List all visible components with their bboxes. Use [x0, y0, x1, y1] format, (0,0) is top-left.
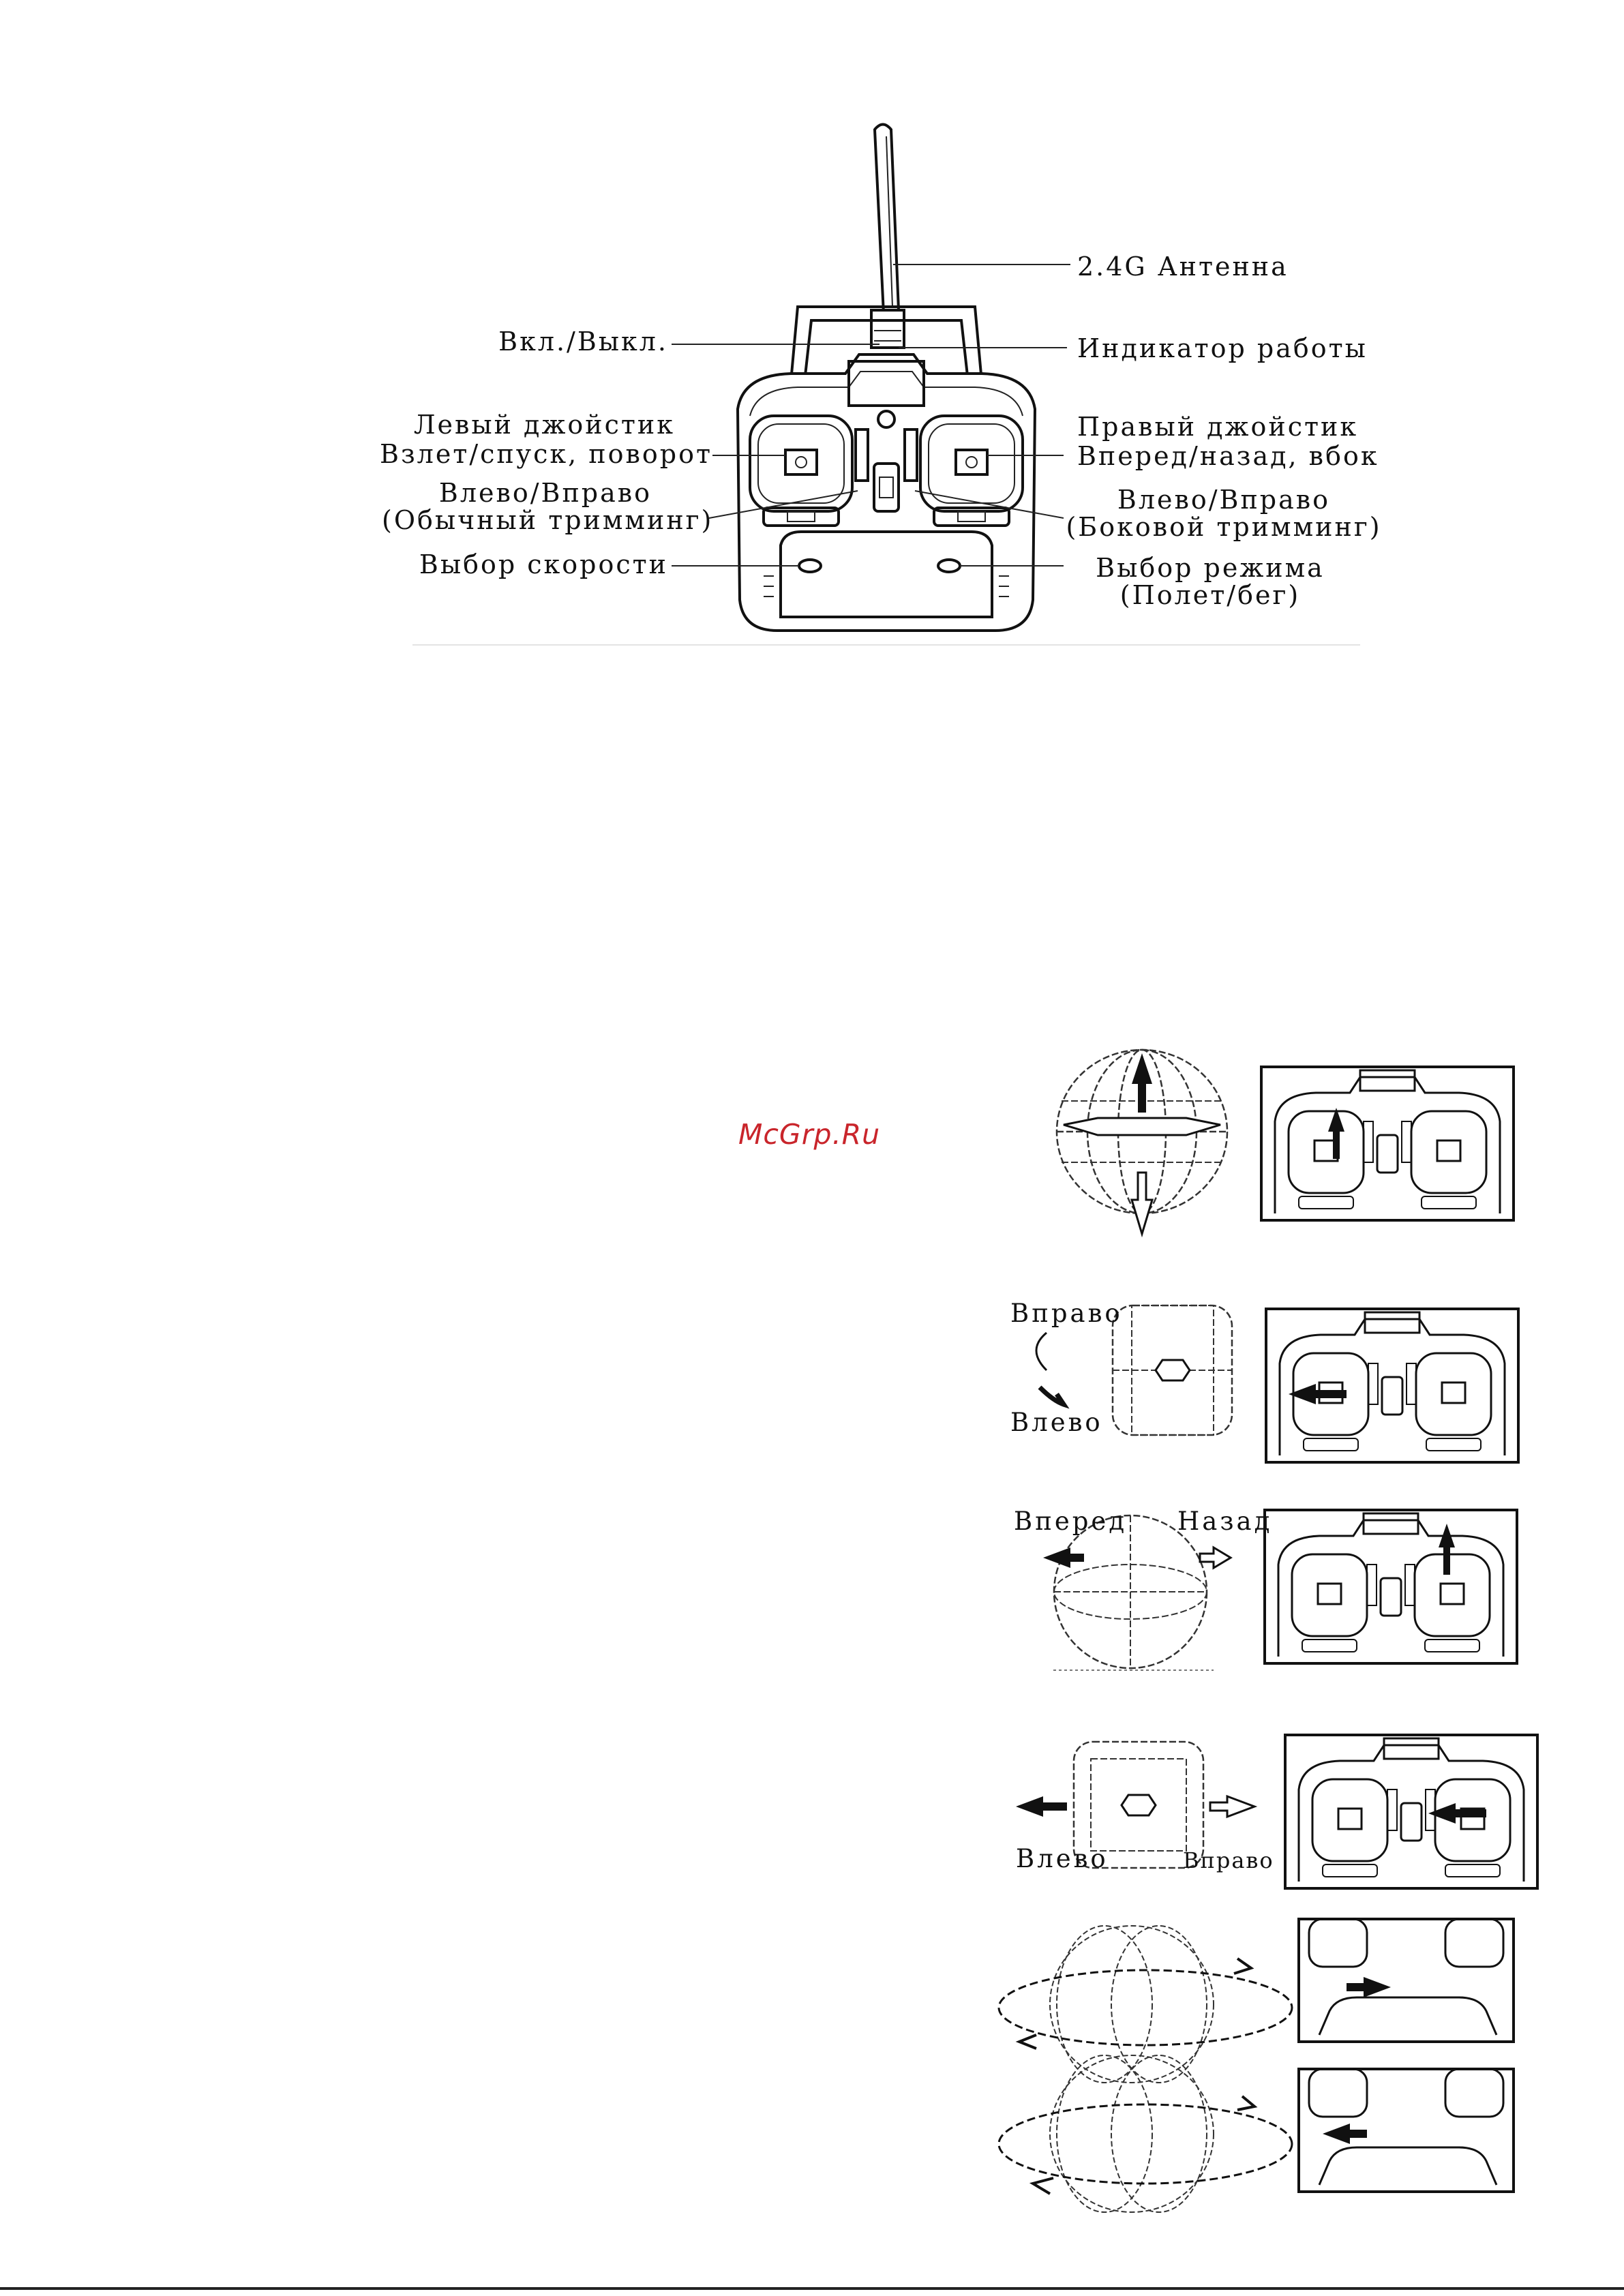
left-stick-title: Левый джойстик [413, 410, 675, 440]
right-trim-desc: (Боковой тримминг) [1066, 512, 1382, 542]
right-stick-title: Правый джойстик [1077, 412, 1359, 442]
right-trim-title: Влево/Вправо [1117, 485, 1331, 515]
antenna-label: 2.4G Антенна [1077, 252, 1289, 282]
power-switch-label: Вкл./Выкл. [498, 327, 668, 357]
figure-throttle [1057, 1050, 1514, 1234]
figure-yaw [1036, 1305, 1518, 1462]
indicator-label: Индикатор работы [1077, 333, 1368, 363]
pitch-forward-label: Вперед [1014, 1507, 1128, 1536]
left-stick-desc: Взлет/спуск, поворот [380, 439, 712, 469]
left-trim-title: Влево/Вправо [438, 478, 652, 508]
pitch-backward-label: Назад [1177, 1507, 1273, 1536]
left-trim-desc: (Обычный тримминг) [382, 505, 714, 535]
roll-left-label: Влево [1016, 1844, 1109, 1873]
yaw-left-label: Влево [1010, 1408, 1103, 1437]
roll-right-label: Вправо [1183, 1847, 1274, 1873]
speed-select-label: Выбор скорости [419, 549, 668, 579]
mode-select-desc: (Полет/бег) [1119, 580, 1301, 610]
figure-roll-clockwise [999, 1919, 1514, 2083]
yaw-right-label: Вправо [1010, 1299, 1123, 1328]
watermark: McGrp.Ru [738, 1118, 881, 1151]
right-stick-desc: Вперед/назад, вбок [1077, 441, 1379, 471]
mode-select-title: Выбор режима [1096, 553, 1325, 583]
figure-roll-counterclockwise [999, 2055, 1514, 2212]
bottom-rule [0, 2287, 1624, 2290]
